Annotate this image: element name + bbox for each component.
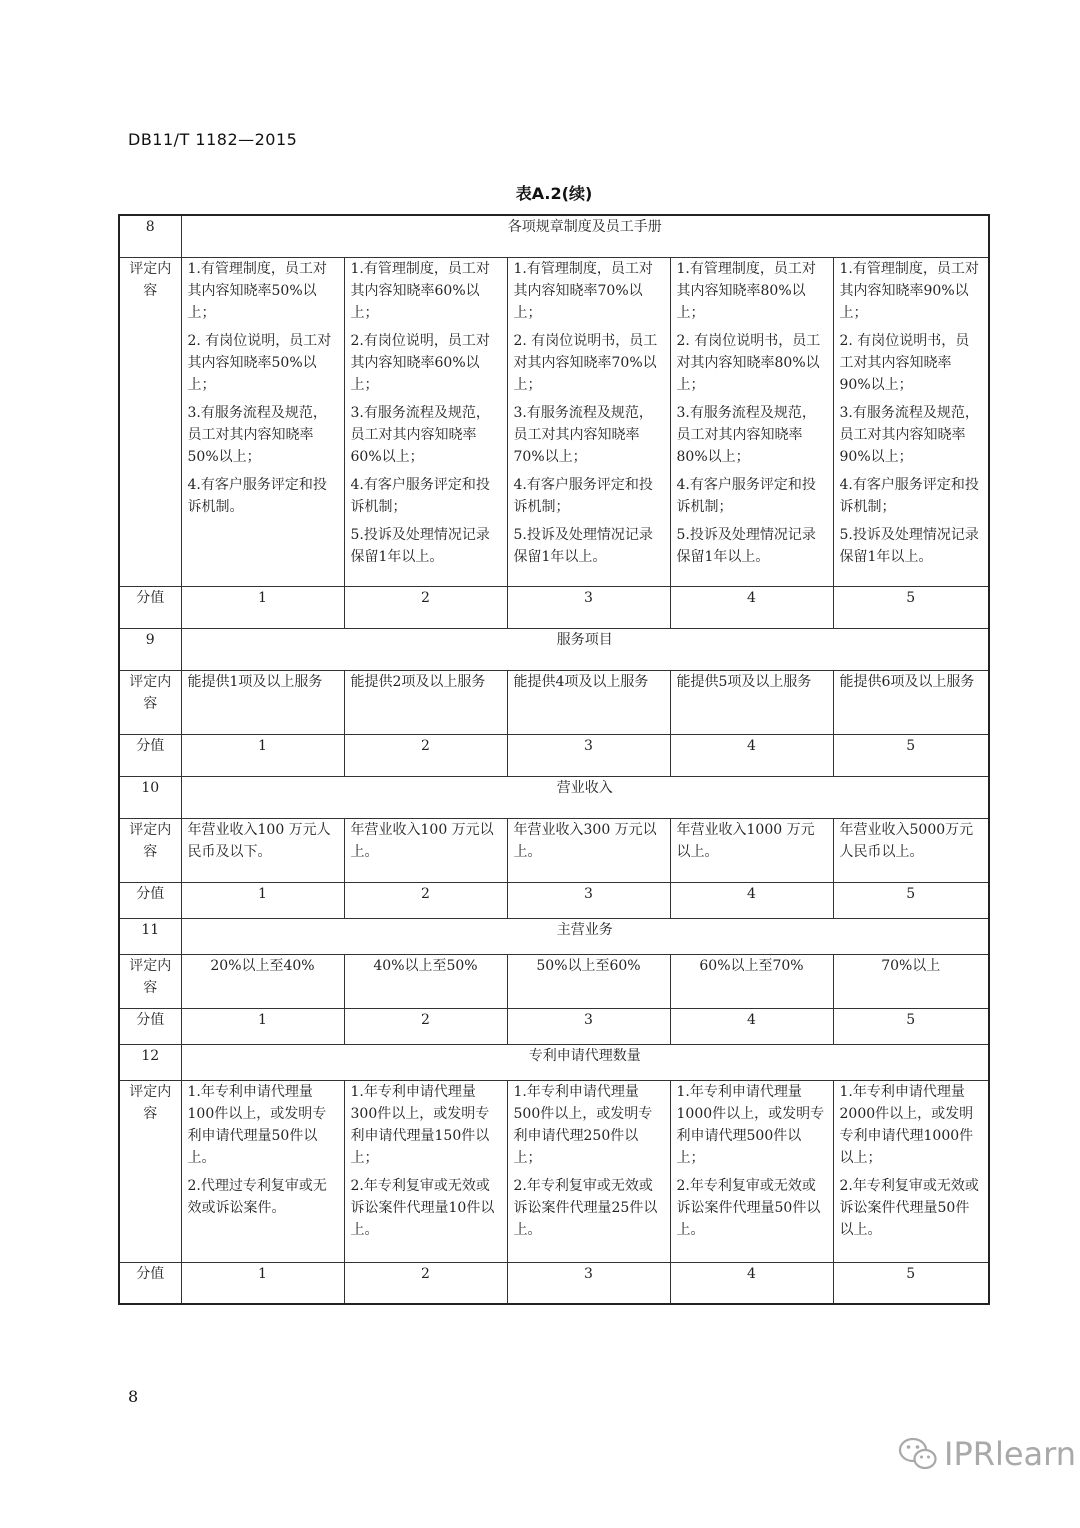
score-value: 4 bbox=[670, 1008, 833, 1044]
score-value: 2 bbox=[344, 1008, 507, 1044]
content-row bbox=[119, 818, 989, 882]
score-value: 3 bbox=[507, 1262, 670, 1304]
score-value: 1 bbox=[181, 882, 344, 918]
criterion: 能提供1项及以上服务 bbox=[187, 673, 323, 690]
content-cell bbox=[670, 818, 833, 882]
score-label: 分值 bbox=[119, 882, 181, 918]
section-header-row bbox=[119, 628, 989, 670]
content-cell bbox=[507, 1080, 670, 1262]
score-value: 4 bbox=[670, 734, 833, 776]
criterion: 1.有管理制度，员工对其内容知晓率90%以上； bbox=[839, 260, 979, 321]
score-label: 分值 bbox=[119, 1008, 181, 1044]
criterion: 3.有服务流程及规范，员工对其内容知晓率50%以上； bbox=[187, 404, 327, 465]
score-value: 2 bbox=[344, 586, 507, 628]
criterion: 2.有岗位说明，员工对其内容知晓率60%以上； bbox=[350, 332, 490, 393]
score-value: 2 bbox=[344, 1262, 507, 1304]
criterion: 5.投诉及处理情况记录保留1年以上。 bbox=[839, 526, 979, 565]
content-cell bbox=[181, 257, 344, 586]
rating-table bbox=[118, 214, 990, 1305]
content-row bbox=[119, 670, 989, 734]
content-cell bbox=[507, 818, 670, 882]
content-cell bbox=[181, 670, 344, 734]
content-cell bbox=[833, 1080, 989, 1262]
content-row bbox=[119, 257, 989, 586]
score-value: 3 bbox=[507, 586, 670, 628]
score-value: 3 bbox=[507, 1008, 670, 1044]
criterion: 5.投诉及处理情况记录保留1年以上。 bbox=[513, 526, 653, 565]
criterion: 1.年专利申请代理量500件以上，或发明专利申请代理250件以上； bbox=[513, 1083, 653, 1166]
score-value: 2 bbox=[344, 882, 507, 918]
item-number: 12 bbox=[119, 1044, 181, 1080]
criterion: 能提供5项及以上服务 bbox=[676, 673, 812, 690]
score-row bbox=[119, 1008, 989, 1044]
criterion: 1.有管理制度，员工对其内容知晓率60%以上； bbox=[350, 260, 490, 321]
criterion: 5.投诉及处理情况记录保留1年以上。 bbox=[350, 526, 490, 565]
content-label: 评定内容 bbox=[119, 818, 181, 882]
score-value: 5 bbox=[833, 1262, 989, 1304]
content-cell: 70%以上 bbox=[833, 954, 989, 1008]
standard-code: DB11/T 1182—2015 bbox=[128, 130, 298, 149]
item-title: 各项规章制度及员工手册 bbox=[181, 215, 989, 257]
score-value: 4 bbox=[670, 586, 833, 628]
criterion: 2.年专利复审或无效或诉讼案件代理量25件以上。 bbox=[513, 1177, 658, 1238]
criterion: 2.年专利复审或无效或诉讼案件代理量10件以上。 bbox=[350, 1177, 495, 1238]
content-cell bbox=[833, 670, 989, 734]
content-cell bbox=[670, 670, 833, 734]
content-label: 评定内容 bbox=[119, 954, 181, 1008]
score-value: 1 bbox=[181, 586, 344, 628]
content-cell: 40%以上至50% bbox=[344, 954, 507, 1008]
content-cell bbox=[181, 1080, 344, 1262]
criterion: 4.有客户服务评定和投诉机制。 bbox=[187, 476, 327, 515]
score-row bbox=[119, 1262, 989, 1304]
criterion: 4.有客户服务评定和投诉机制； bbox=[513, 476, 653, 515]
content-cell bbox=[670, 257, 833, 586]
criterion: 年营业收入100 万元人民币及以下。 bbox=[187, 821, 331, 860]
content-cell bbox=[507, 670, 670, 734]
score-value: 5 bbox=[833, 882, 989, 918]
item-number: 9 bbox=[119, 628, 181, 670]
content-cell bbox=[344, 1080, 507, 1262]
criterion: 2. 有岗位说明书，员工对其内容知晓率90%以上； bbox=[839, 332, 970, 393]
criterion: 4.有客户服务评定和投诉机制； bbox=[839, 476, 979, 515]
criterion: 4.有客户服务评定和投诉机制； bbox=[350, 476, 490, 515]
criterion: 能提供4项及以上服务 bbox=[513, 673, 649, 690]
item-number: 11 bbox=[119, 918, 181, 954]
section-header-row bbox=[119, 918, 989, 954]
criterion: 1.有管理制度，员工对其内容知晓率50%以上； bbox=[187, 260, 327, 321]
item-title: 主营业务 bbox=[181, 918, 989, 954]
item-title: 服务项目 bbox=[181, 628, 989, 670]
content-cell bbox=[670, 1080, 833, 1262]
content-cell bbox=[344, 670, 507, 734]
content-cell bbox=[181, 818, 344, 882]
criterion: 4.有客户服务评定和投诉机制； bbox=[676, 476, 816, 515]
criterion: 年营业收入1000 万元以上。 bbox=[676, 821, 815, 860]
item-title: 专利申请代理数量 bbox=[181, 1044, 989, 1080]
criterion: 能提供2项及以上服务 bbox=[350, 673, 486, 690]
watermark-text: IPRlearn bbox=[944, 1435, 1077, 1473]
score-value: 1 bbox=[181, 1008, 344, 1044]
section-header-row bbox=[119, 215, 989, 257]
criterion: 2. 有岗位说明，员工对其内容知晓率50%以上； bbox=[187, 332, 332, 393]
item-number: 10 bbox=[119, 776, 181, 818]
wechat-icon bbox=[898, 1436, 938, 1472]
criterion: 1.年专利申请代理量300件以上，或发明专利申请代理量150件以上； bbox=[350, 1083, 490, 1166]
criterion: 5.投诉及处理情况记录保留1年以上。 bbox=[676, 526, 816, 565]
score-label: 分值 bbox=[119, 734, 181, 776]
criterion: 3.有服务流程及规范，员工对其内容知晓率90%以上； bbox=[839, 404, 979, 465]
criterion: 2.代理过专利复审或无效或诉讼案件。 bbox=[187, 1177, 327, 1216]
criterion: 1.有管理制度，员工对其内容知晓率80%以上； bbox=[676, 260, 816, 321]
content-label: 评定内容 bbox=[119, 257, 181, 586]
score-value: 5 bbox=[833, 586, 989, 628]
content-cell: 60%以上至70% bbox=[670, 954, 833, 1008]
criterion: 3.有服务流程及规范，员工对其内容知晓率70%以上； bbox=[513, 404, 653, 465]
content-label: 评定内容 bbox=[119, 670, 181, 734]
score-value: 2 bbox=[344, 734, 507, 776]
criterion: 2.年专利复审或无效或诉讼案件代理量50件以上。 bbox=[676, 1177, 821, 1238]
criterion: 3.有服务流程及规范，员工对其内容知晓率80%以上； bbox=[676, 404, 816, 465]
criterion: 年营业收入100 万元以上。 bbox=[350, 821, 494, 860]
content-cell bbox=[344, 257, 507, 586]
watermark bbox=[898, 1424, 1076, 1484]
score-row bbox=[119, 734, 989, 776]
score-value: 3 bbox=[507, 882, 670, 918]
criterion: 1.年专利申请代理量100件以上，或发明专利申请代理量50件以上。 bbox=[187, 1083, 327, 1166]
table-title: 表A.2(续) bbox=[515, 184, 593, 203]
criterion: 年营业收入5000万元人民币以上。 bbox=[839, 821, 974, 860]
content-label: 评定内容 bbox=[119, 1080, 181, 1262]
content-cell: 20%以上至40% bbox=[181, 954, 344, 1008]
content-cell: 50%以上至60% bbox=[507, 954, 670, 1008]
score-value: 3 bbox=[507, 734, 670, 776]
section-header-row bbox=[119, 776, 989, 818]
criterion: 1.有管理制度，员工对其内容知晓率70%以上； bbox=[513, 260, 653, 321]
criterion: 能提供6项及以上服务 bbox=[839, 673, 975, 690]
criterion: 2.年专利复审或无效或诉讼案件代理量50件以上。 bbox=[839, 1177, 979, 1238]
criterion: 2. 有岗位说明书，员工对其内容知晓率80%以上； bbox=[676, 332, 821, 393]
score-label: 分值 bbox=[119, 1262, 181, 1304]
score-value: 1 bbox=[181, 1262, 344, 1304]
score-value: 5 bbox=[833, 1008, 989, 1044]
score-value: 4 bbox=[670, 882, 833, 918]
content-cell bbox=[507, 257, 670, 586]
item-title: 营业收入 bbox=[181, 776, 989, 818]
score-value: 4 bbox=[670, 1262, 833, 1304]
item-number: 8 bbox=[119, 215, 181, 257]
criterion: 3.有服务流程及规范，员工对其内容知晓率60%以上； bbox=[350, 404, 490, 465]
criterion: 年营业收入300 万元以上。 bbox=[513, 821, 657, 860]
score-row bbox=[119, 586, 989, 628]
page-number: 8 bbox=[128, 1387, 139, 1406]
content-row bbox=[119, 1080, 989, 1262]
content-cell bbox=[344, 818, 507, 882]
criterion: 1.年专利申请代理量1000件以上，或发明专利申请代理500件以上； bbox=[676, 1083, 825, 1166]
score-row bbox=[119, 882, 989, 918]
content-cell bbox=[833, 818, 989, 882]
criterion: 2. 有岗位说明书，员工对其内容知晓率70%以上； bbox=[513, 332, 658, 393]
content-cell bbox=[833, 257, 989, 586]
score-label: 分值 bbox=[119, 586, 181, 628]
criterion: 1.年专利申请代理量2000件以上，或发明专利申请代理1000件以上； bbox=[839, 1083, 974, 1166]
score-value: 5 bbox=[833, 734, 989, 776]
score-value: 1 bbox=[181, 734, 344, 776]
section-header-row bbox=[119, 1044, 989, 1080]
content-row bbox=[119, 954, 989, 1008]
